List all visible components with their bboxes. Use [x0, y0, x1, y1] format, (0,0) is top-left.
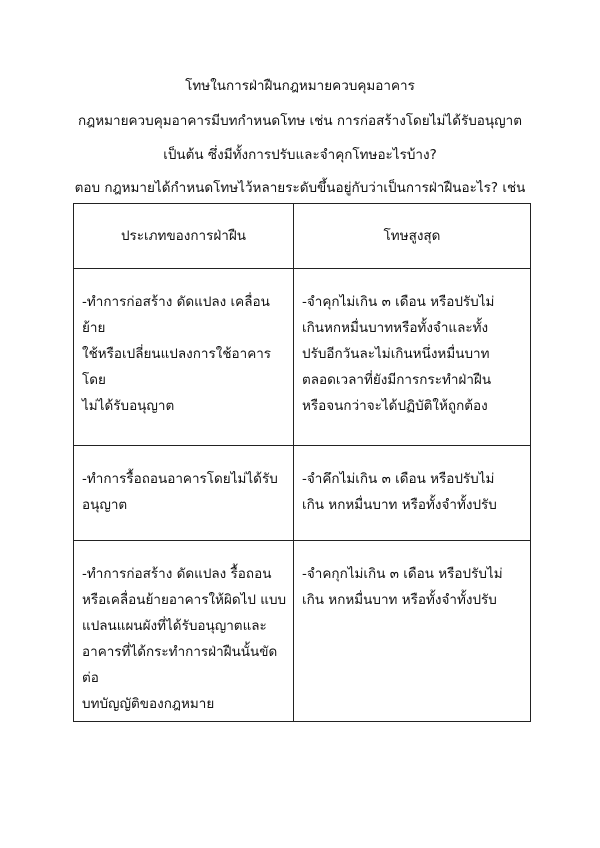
penalty-table [73, 203, 531, 722]
violation-cell [74, 269, 294, 446]
table-row [74, 269, 531, 446]
violation-cell [74, 541, 294, 722]
penalty-cell [294, 269, 531, 446]
violation-text: -ทำการก่อสร้าง ดัดแปลง รื้อถอน หรือเคลื่อนย้ายอาคารให้ผิดไป แบบ แปลนแผนผังที่ได้รับอนุญาตและ อาคารที่ได้กระทำการฝ่าฝืนนั้นขัดต่อ บทบัญญัติของกฎหมาย [82, 566, 287, 712]
penalty-text: -จำคุกไม่เกิน ๓ เดือน หรือปรับไม่ เกินหกหมื่นบาทหรือทั้งจำและทั้ง ปรับอีกวันละไม่เกินหนึ่งหมื่นบาท ตลอดเวลาที่ยังมีการกระทำฝ่าฝืน หรือจนกว่าจะได้ปฏิบัติให้ถูกต้อง [302, 294, 495, 414]
table-row [74, 541, 531, 722]
penalty-cell [294, 446, 531, 541]
violation-text: -ทำการก่อสร้าง ดัดแปลง เคลื่อนย้าย ใช้หรือเปลี่ยนแปลงการใช้อาคารโดย ไม่ได้รับอนุญาต [82, 294, 272, 414]
violation-cell [74, 446, 294, 541]
question-line-1: กฎหมายควบคุมอาคารมีบทกำหนดโทษ เช่น การก่อสร้างโดยไม่ได้รับอนุญาต [78, 113, 522, 129]
violation-text: -ทำการรื้อถอนอาคารโดยไม่ได้รับ อนุญาต [82, 471, 278, 513]
penalty-cell [294, 541, 531, 722]
question-line-2: เป็นต้น ซึ่งมีทั้งการปรับและจำคุกโทษอะไรบ้าง? [163, 147, 437, 163]
header-max-penalty: โทษสูงสุด [294, 204, 531, 269]
table-row [74, 446, 531, 541]
document-title: โทษในการฝ่าฝืนกฎหมายควบคุมอาคาร [185, 78, 415, 94]
answer-line: ตอบ กฎหมายได้กำหนดโทษไว้หลายระดับขึ้นอยู่กับว่าเป็นการฝ่าฝืนอะไร? เช่น [74, 180, 526, 196]
header-violation-type: ประเภทของการฝ่าฝืน [74, 204, 294, 269]
table-header-row [74, 204, 531, 269]
penalty-text: -จำคกุกไม่เกิน ๓ เดือน หรือปรับไม่ เกิน หกหมื่นบาท หรือทั้งจำทั้งปรับ [302, 566, 503, 608]
penalty-text: -จำคึกไม่เกิน ๓ เดือน หรือปรับไม่ เกิน หกหมื่นบาท หรือทั้งจำทั้งปรับ [302, 471, 497, 513]
